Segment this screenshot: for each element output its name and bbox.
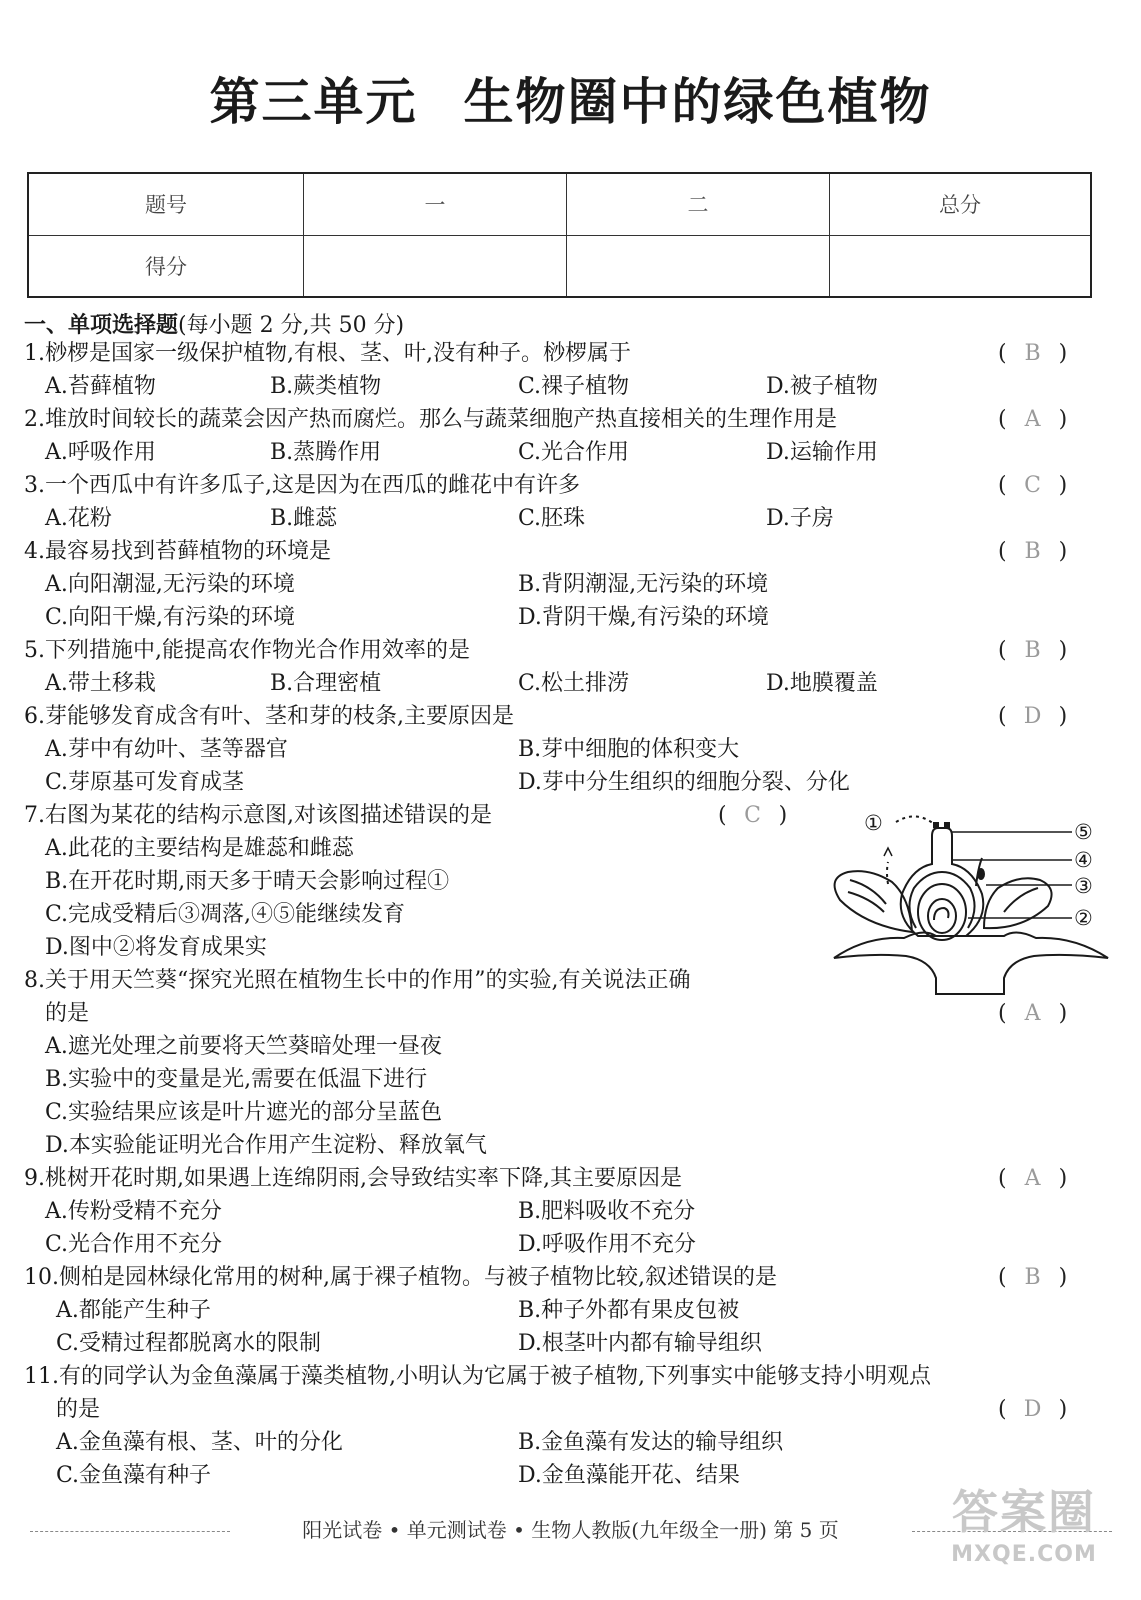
option: C.完成受精后③凋落,④⑤能继续发育 [45, 902, 406, 927]
option: B.肥料吸收不充分 [518, 1199, 696, 1224]
option: B.种子外都有果皮包被 [518, 1298, 740, 1323]
answer-bracket: ( A ) [998, 997, 1067, 1030]
figure-label-4: ④ [1074, 848, 1093, 872]
option: B.芽中细胞的体积变大 [518, 737, 740, 762]
option: D.子房 [766, 506, 834, 531]
option: B.雌蕊 [270, 506, 338, 531]
option: B.蒸腾作用 [270, 440, 382, 465]
score-header-cell: 二 [567, 173, 830, 235]
score-header-cell: 题号 [28, 173, 304, 235]
answer-letter: C [744, 803, 762, 828]
score-header-cell: 总分 [830, 173, 1092, 235]
watermark-logo: 答案圈 MXQE.COM [951, 1485, 1097, 1567]
option: B.合理密植 [270, 671, 382, 696]
option: D.根茎叶内都有输导组织 [518, 1331, 762, 1356]
answer-bracket: ( B ) [998, 634, 1067, 667]
question-stem: 3.一个西瓜中有许多瓜子,这是因为在西瓜的雌花中有许多 [24, 473, 580, 498]
score-table [27, 172, 1092, 298]
option: D.芽中分生组织的细胞分裂、分化 [518, 770, 850, 795]
option: C.胚珠 [518, 506, 586, 531]
answer-bracket: ( A ) [998, 403, 1067, 436]
option: C.受精过程都脱离水的限制 [56, 1331, 322, 1356]
question-stem: 4.最容易找到苔藓植物的环境是 [24, 539, 331, 564]
question-stem: 1.桫椤是国家一级保护植物,有根、茎、叶,没有种子。桫椤属于 [24, 341, 631, 366]
option: A.传粉受精不充分 [45, 1199, 222, 1224]
question-stem: 5.下列措施中,能提高农作物光合作用效率的是 [24, 638, 470, 663]
option: C.向阳干燥,有污染的环境 [45, 605, 296, 630]
answer-bracket: ( D ) [998, 1393, 1067, 1426]
answer-bracket: ( B ) [998, 1261, 1067, 1294]
score-input-cell[interactable] [830, 235, 1092, 297]
option: C.裸子植物 [518, 374, 630, 399]
option: D.金鱼藻能开花、结果 [518, 1463, 740, 1488]
answer-bracket: ( B ) [998, 535, 1067, 568]
flower-structure-figure [826, 808, 1116, 998]
option: B.背阴潮湿,无污染的环境 [518, 572, 769, 597]
answer-letter: B [1024, 1265, 1041, 1290]
option: B.在开花时期,雨天多于晴天会影响过程① [45, 869, 450, 894]
option: A.呼吸作用 [45, 440, 156, 465]
option: A.遮光处理之前要将天竺葵暗处理一昼夜 [45, 1034, 442, 1059]
score-header-cell: 一 [304, 173, 567, 235]
question-stem: 11.有的同学认为金鱼藻属于藻类植物,小明认为它属于被子植物,下列事实中能够支持小明观点 [24, 1364, 931, 1389]
question-stem: 10.侧柏是园林绿化常用的树种,属于裸子植物。与被子植物比较,叙述错误的是 [24, 1265, 777, 1290]
figure-label-1: ① [864, 811, 883, 835]
answer-letter: B [1024, 341, 1041, 366]
answer-letter: B [1024, 638, 1041, 663]
question-stem: 2.堆放时间较长的蔬菜会因产热而腐烂。那么与蔬菜细胞产热直接相关的生理作用是 [24, 407, 837, 432]
option: A.花粉 [45, 506, 112, 531]
option: D.本实验能证明光合作用产生淀粉、释放氧气 [45, 1133, 487, 1158]
answer-letter: B [1024, 539, 1041, 564]
score-input-cell[interactable] [567, 235, 830, 297]
option: D.呼吸作用不充分 [518, 1232, 696, 1257]
option: A.金鱼藻有根、茎、叶的分化 [56, 1430, 343, 1455]
question-stem: 6.芽能够发育成含有叶、茎和芽的枝条,主要原因是 [24, 704, 514, 729]
option: D.图中②将发育成果实 [45, 935, 267, 960]
answer-letter: C [1024, 473, 1042, 498]
figure-label-5: ⑤ [1074, 820, 1093, 844]
question-stem-continued: 的是 [56, 1397, 101, 1422]
question-stem-continued: 的是 [45, 1001, 90, 1026]
receptacle-shape [834, 932, 1108, 994]
score-row-label: 得分 [28, 235, 304, 297]
option: D.被子植物 [766, 374, 878, 399]
answer-bracket: ( B ) [998, 337, 1067, 370]
answer-letter: D [1023, 704, 1042, 729]
section-title: 一、单项选择题(每小题 2 分,共 50 分) [24, 312, 405, 338]
answer-letter: A [1024, 1001, 1041, 1026]
answer-bracket: ( D ) [998, 700, 1067, 733]
option: C.光合作用不充分 [45, 1232, 223, 1257]
question-stem: 7.右图为某花的结构示意图,对该图描述错误的是 [24, 803, 492, 828]
option: A.苔藓植物 [45, 374, 156, 399]
option: D.地膜覆盖 [766, 671, 878, 696]
figure-label-2: ② [1074, 906, 1093, 930]
question-stem: 8.关于用天竺葵“探究光照在植物生长中的作用”的实验,有关说法正确 [24, 968, 691, 993]
figure-label-3: ③ [1074, 874, 1093, 898]
option: D.运输作用 [766, 440, 878, 465]
option: A.向阳潮湿,无污染的环境 [45, 572, 295, 597]
answer-letter: A [1024, 407, 1041, 432]
option: C.金鱼藻有种子 [56, 1463, 212, 1488]
option: A.带土移栽 [45, 671, 156, 696]
question-stem: 9.桃树开花时期,如果遇上连绵阴雨,会导致结实率下降,其主要原因是 [24, 1166, 682, 1191]
option: A.芽中有幼叶、茎等器官 [45, 737, 288, 762]
option: C.芽原基可发育成茎 [45, 770, 245, 795]
option: A.都能产生种子 [56, 1298, 211, 1323]
option: C.松土排涝 [518, 671, 630, 696]
option: D.背阴干燥,有污染的环境 [518, 605, 769, 630]
answer-letter: A [1024, 1166, 1041, 1191]
option: B.蕨类植物 [270, 374, 382, 399]
answer-bracket: ( C ) [718, 799, 787, 832]
answer-letter: D [1023, 1397, 1042, 1422]
ovary-shape [901, 828, 984, 936]
option: B.金鱼藻有发达的输导组织 [518, 1430, 784, 1455]
option: A.此花的主要结构是雄蕊和雌蕊 [45, 836, 354, 861]
page-footer: 阳光试卷 • 单元测试卷 • 生物人教版(九年级全一册) 第 5 页 [302, 1518, 839, 1542]
option: B.实验中的变量是光,需要在低温下进行 [45, 1067, 428, 1092]
answer-bracket: ( A ) [998, 1162, 1067, 1195]
option: C.光合作用 [518, 440, 630, 465]
score-input-cell[interactable] [304, 235, 567, 297]
option: C.实验结果应该是叶片遮光的部分呈蓝色 [45, 1100, 443, 1125]
page-title: 第三单元 生物圈中的绿色植物 [209, 73, 932, 131]
answer-bracket: ( C ) [998, 469, 1067, 502]
